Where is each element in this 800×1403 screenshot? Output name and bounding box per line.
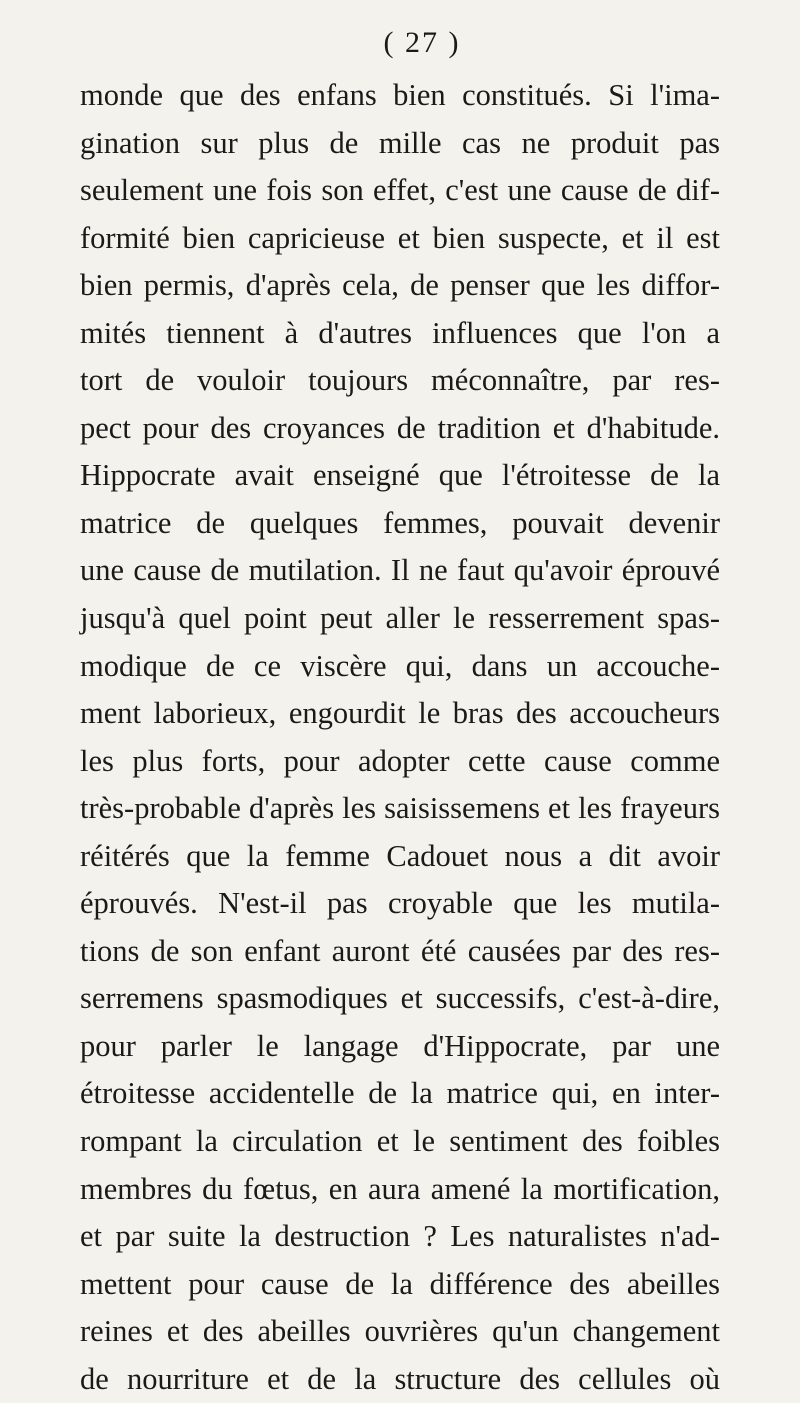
- text-line: pour parler le langage d'Hippocrate, par une: [80, 1028, 720, 1063]
- text-line: très-probable d'après les saisissemens et les frayeurs: [80, 791, 720, 826]
- text-line: gination sur plus de mille cas ne produit pas: [80, 125, 720, 160]
- text-line: et par suite la destruction ? Les naturalistes n'ad-: [80, 1219, 720, 1254]
- text-line: une cause de mutilation. Il ne faut qu'avoir éprouvé: [80, 553, 720, 588]
- body-text: [80, 72, 720, 1403]
- text-line: bien permis, d'après cela, de penser que les diffor-: [80, 268, 720, 303]
- text-line: mettent pour cause de la différence des abeilles: [80, 1266, 720, 1301]
- text-line: modique de ce viscère qui, dans un accouche-: [80, 648, 720, 683]
- text-line: ment laborieux, engourdit le bras des accoucheurs: [80, 696, 720, 731]
- text-line: pect pour des croyances de tradition et d'habitude.: [80, 410, 720, 445]
- text-line: de nourriture et de la structure des cellules où: [80, 1361, 720, 1396]
- page-number: ( 27 ): [383, 26, 461, 59]
- text-line: seulement une fois son effet, c'est une cause de dif-: [80, 173, 720, 208]
- text-line: tort de vouloir toujours méconnaître, par res-: [80, 363, 720, 398]
- text-line: Hippocrate avait enseigné que l'étroitesse de la: [80, 458, 720, 493]
- text-line: éprouvés. N'est-il pas croyable que les mutila-: [80, 886, 720, 921]
- text-line: tions de son enfant auront été causées par des res-: [80, 933, 720, 968]
- text-line: reines et des abeilles ouvrières qu'un changement: [80, 1314, 720, 1349]
- text-line: matrice de quelques femmes, pouvait devenir: [80, 505, 720, 540]
- text-line: jusqu'à quel point peut aller le resserrement spas-: [80, 601, 720, 636]
- text-line: serremens spasmodiques et successifs, c'est-à-dire,: [80, 981, 720, 1016]
- text-line: rompant la circulation et le sentiment des foibles: [80, 1124, 720, 1159]
- text-line: formité bien capricieuse et bien suspecte, et il est: [80, 220, 720, 255]
- text-line: réitérés que la femme Cadouet nous a dit avoir: [80, 838, 720, 873]
- text-line: mités tiennent à d'autres influences que l'on a: [80, 315, 720, 350]
- text-line: les plus forts, pour adopter cette cause comme: [80, 743, 720, 778]
- text-line: monde que des enfans bien constitués. Si l'ima-: [80, 78, 720, 112]
- text-line: membres du fœtus, en aura amené la mortification,: [80, 1171, 720, 1206]
- text-line: étroitesse accidentelle de la matrice qui, en inter-: [80, 1076, 720, 1111]
